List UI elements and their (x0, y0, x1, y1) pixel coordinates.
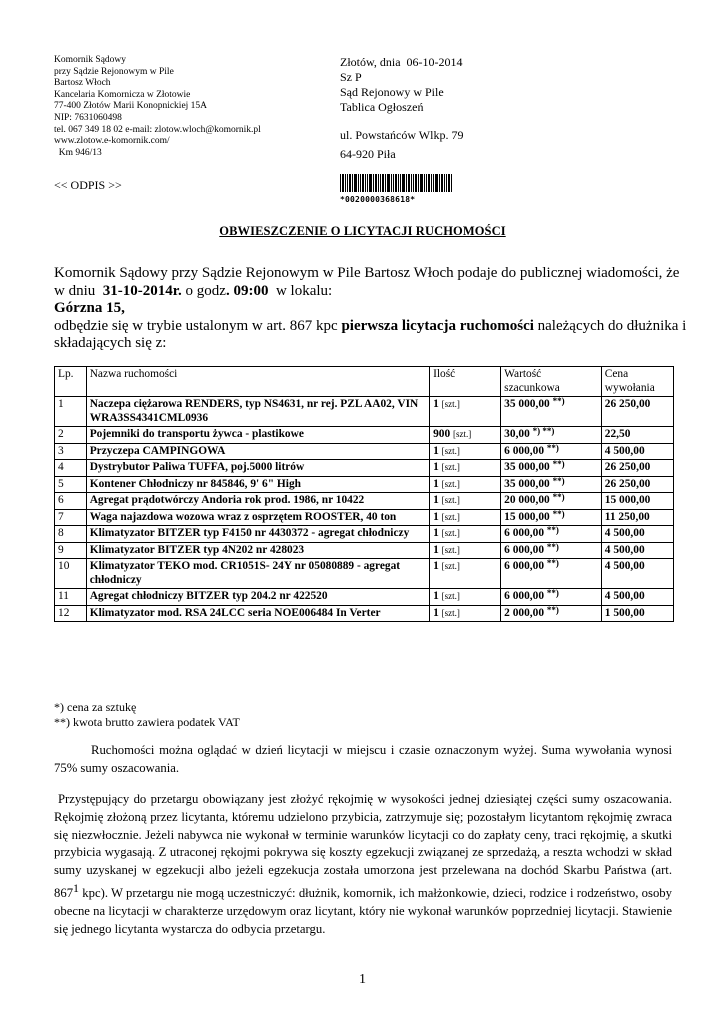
cell-value (501, 542, 602, 559)
intro-paragraph (54, 265, 687, 353)
value-footnote-mark: **) (546, 604, 559, 615)
cell-name: Klimatyzator mod. RSA 24LCC seria NOE006484 In Verter (86, 605, 429, 622)
intro-text: w dniu (54, 282, 103, 299)
cell-qty (430, 542, 501, 559)
cell-lp: 9 (55, 542, 87, 559)
viewing-paragraph: Ruchomości można oglądać w dzień licytacji w miejscu i czasie oznaczonym wyżej. Suma wywołania wynosi 75% sumy oszacowania. (54, 743, 672, 775)
cell-value (501, 589, 602, 606)
cell-name: Pojemniki do transportu żywca - plastikowe (86, 427, 429, 444)
cell-name: Waga najazdowa wozowa wraz z osprzętem ROOSTER, 40 ton (86, 509, 429, 526)
cell-price: 26 250,00 (601, 397, 673, 427)
recipient-city: 64-920 Piła (340, 147, 396, 161)
value-footnote-mark: **) (552, 475, 565, 486)
table-row (55, 542, 674, 559)
qty-unit: [szt.] (441, 528, 460, 538)
sender-line: Komornik Sądowy (54, 55, 127, 65)
cell-name: Kontener Chłodniczy nr 845846, 9' 6" High (86, 476, 429, 493)
qty-value: 1 (433, 527, 439, 539)
cell-name: Klimatyzator BITZER typ F4150 nr 4430372 - agregat chłodniczy (86, 526, 429, 543)
deposit-text: Przystępujący do przetargu obowiązany jest złożyć rękojmię w wysokości jednej dziesiątej części sumy oszacowania. Rękojmię złożoną przez licytanta, któremu udzielono przybicia, zatrzymuje się; pozostałym licytantom rękojmię zwraca się niezwłocznie. Jeżeli nabywca nie wykonał w terminie warunków licytacji co do zapłaty ceny, traci rękojmię, a skutki przybicia wygasają. Z utraconej rękojmi pokrywa się koszty egzekucji związanej ze sprzedażą, a reszta wchodzi w skład sumy uzyskanej w egzekucji albo jeżeli egzekucja została umorzona jest przelewana na dochód Skarbu Państwa (art. 867 (54, 792, 672, 901)
value-footnote-mark: **) (546, 442, 559, 453)
value-footnote-mark: **) (546, 525, 559, 535)
value-amount: 20 000,00 (504, 494, 550, 506)
qty-unit: [szt.] (441, 607, 460, 618)
qty-value: 1 (433, 590, 439, 602)
cell-qty (430, 559, 501, 589)
table-row (55, 526, 674, 543)
value-amount: 35 000,00 (504, 461, 550, 473)
cell-price: 11 250,00 (601, 509, 673, 526)
table-row (55, 460, 674, 477)
cell-qty (430, 460, 501, 477)
table-row (55, 476, 674, 493)
intro-line: składających się z: (54, 335, 167, 351)
cell-value (501, 460, 602, 477)
cell-name: Naczepa ciężarowa RENDERS, typ NS4631, nr rej. PZL AA02, VIN WRA3SS4341CML0936 (86, 397, 429, 427)
cell-lp: 5 (55, 476, 87, 493)
qty-value: 1 (433, 461, 439, 473)
qty-value: 1 (433, 494, 439, 506)
intro-text: odbędzie się w trybie ustalonym w art. 867 kpc (54, 317, 342, 334)
intro-line (54, 317, 687, 336)
sender-line: NIP: 7631060498 (54, 112, 122, 123)
cell-qty (430, 397, 501, 427)
recipient-line: Sz P (340, 70, 362, 84)
table-row (55, 493, 674, 510)
recipient-line: Sąd Rejonowy w Pile (340, 85, 444, 99)
cell-qty (430, 589, 501, 606)
header-price: Cena wywołania (601, 367, 673, 397)
items-table (54, 366, 674, 622)
sender-line: Bartosz Włoch (54, 78, 111, 89)
cell-price: 26 250,00 (601, 460, 673, 477)
intro-text: należących do dłużnika i (533, 317, 687, 334)
qty-unit: [szt.] (441, 445, 460, 456)
page-number: 1 (359, 972, 366, 987)
value-amount: 15 000,00 (504, 510, 550, 523)
auction-type: pierwsza licytacja ruchomości (341, 317, 534, 334)
qty-value: 1 (433, 606, 439, 619)
value-amount: 6 000,00 (504, 543, 545, 556)
header-name: Nazwa ruchomości (86, 367, 429, 397)
intro-text: o godz (181, 282, 226, 299)
cell-lp: 12 (55, 605, 87, 622)
cell-name: Agregat prądotwórczy Andoria rok prod. 1986, nr 10422 (86, 493, 429, 510)
cell-lp: 3 (55, 443, 87, 460)
table-row (55, 589, 674, 606)
cell-qty (430, 509, 501, 526)
cell-price: 4 500,00 (601, 443, 673, 460)
qty-unit: [szt.] (441, 462, 460, 472)
cell-qty (430, 493, 501, 510)
cell-lp: 10 (55, 559, 87, 589)
header-qty: Ilość (430, 367, 501, 397)
qty-value: 1 (433, 444, 439, 457)
qty-unit: [szt.] (441, 511, 460, 522)
document-title: OBWIESZCZENIE O LICYTACJI RUCHOMOŚCI (219, 224, 506, 238)
value-footnote-mark: **) (546, 541, 559, 552)
cell-lp: 7 (55, 509, 87, 526)
cell-value (501, 526, 602, 543)
value-amount: 6 000,00 (504, 560, 545, 572)
table-row (55, 559, 674, 589)
table-row (55, 605, 674, 622)
cell-name: Dystrybutor Paliwa TUFFA, poj.5000 litrów (86, 460, 429, 477)
value-amount: 35 000,00 (504, 477, 550, 490)
cell-value (501, 493, 602, 510)
table-row (55, 509, 674, 526)
cell-price: 4 500,00 (601, 559, 673, 589)
barcode-bars (340, 174, 452, 192)
auction-date: 31-10-2014r. (102, 282, 182, 299)
table-row (55, 427, 674, 444)
cell-price: 26 250,00 (601, 476, 673, 493)
cell-lp: 4 (55, 460, 87, 477)
cell-qty (430, 526, 501, 543)
auction-time: . 09:00 (225, 282, 269, 299)
recipient-street: ul. Powstańców Wlkp. 79 (340, 128, 464, 142)
cell-lp: 2 (55, 427, 87, 444)
cell-value (501, 476, 602, 493)
value-amount: 6 000,00 (504, 527, 545, 539)
deposit-paragraph (54, 791, 672, 939)
sender-line: przy Sądzie Rejonowym w Pile (54, 66, 174, 77)
cell-value (501, 443, 602, 460)
sender-website: www.zlotow.e-komornik.com/ (54, 136, 170, 147)
deposit-text: kpc). W przetargu nie mogą uczestniczyć: dłużnik, komornik, ich małżonkowie, dzieci, rodzice i rodzeństwo, osoby obecne na licytacji w charakterze urzędowym oraz licytant, który nie wykonał warunków poprzedniej licytacji. Stawienie się jednego licytanta wystarcza do odbycia przetargu. (54, 886, 672, 936)
barcode (340, 174, 452, 204)
qty-unit: [szt.] (441, 478, 460, 489)
qty-value: 1 (433, 510, 439, 523)
cell-value (501, 605, 602, 622)
intro-text: w lokalu: (268, 282, 333, 299)
qty-unit: [szt.] (441, 399, 460, 409)
intro-line: Komornik Sądowy przy Sądzie Rejonowym w Pile Bartosz Włoch podaje do publicznej wiadomości, że (54, 265, 680, 281)
copy-mark: << ODPIS >> (54, 178, 122, 192)
sender-email-line: tel. 067 349 18 02 e-mail: zlotow.wloch@komornik.pl (54, 124, 261, 135)
cell-lp: 1 (55, 397, 87, 427)
case-number: Km 946/13 (54, 147, 102, 158)
cell-lp: 6 (55, 493, 87, 510)
cell-name: Agregat chłodniczy BITZER typ 204.2 nr 422520 (86, 589, 429, 606)
cell-value (501, 427, 602, 444)
sender-line: 77-400 Złotów Marii Konopnickiej 15A (54, 101, 208, 112)
cell-price: 4 500,00 (601, 589, 673, 606)
cell-qty (430, 605, 501, 622)
qty-value: 1 (433, 560, 439, 572)
qty-unit: [szt.] (441, 561, 460, 571)
article-superscript: 1 (73, 880, 80, 895)
cell-name: Klimatyzator BITZER typ 4N202 nr 428023 (86, 542, 429, 559)
qty-value: 900 (433, 428, 451, 440)
value-amount: 6 000,00 (504, 590, 545, 602)
table-header-row (55, 367, 674, 397)
sender-line: Kancelaria Komornicza w Złotowie (54, 89, 191, 100)
qty-unit: [szt.] (441, 495, 460, 505)
barcode-number: *0020000368618* (340, 195, 416, 204)
cell-qty (430, 476, 501, 493)
auction-place: Górzna 15, (54, 300, 125, 316)
footnote: *) cena za sztukę (54, 700, 137, 714)
place-date: Złotów, dnia 06-10-2014 (340, 55, 463, 69)
cell-price: 15 000,00 (601, 493, 673, 510)
value-footnote-mark: **) (552, 508, 565, 519)
table-row (55, 397, 674, 427)
qty-value: 1 (433, 543, 439, 556)
cell-lp: 8 (55, 526, 87, 543)
footnotes (54, 700, 240, 730)
value-footnote-mark: **) (552, 459, 565, 469)
qty-value: 1 (433, 398, 439, 410)
value-amount: 35 000,00 (504, 398, 550, 410)
footnote: **) kwota brutto zawiera podatek VAT (54, 715, 240, 729)
recipient-line: Tablica Ogłoszeń (340, 100, 424, 114)
cell-price: 4 500,00 (601, 526, 673, 543)
value-footnote-mark: **) (552, 396, 565, 406)
cell-value (501, 397, 602, 427)
table-row (55, 443, 674, 460)
cell-lp: 11 (55, 589, 87, 606)
cell-value (501, 559, 602, 589)
cell-name: Klimatyzator TEKO mod. CR1051S- 24Y nr 05080889 - agregat chłodniczy (86, 559, 429, 589)
cell-value (501, 509, 602, 526)
cell-qty (430, 443, 501, 460)
qty-unit: [szt.] (441, 544, 460, 555)
value-amount: 6 000,00 (504, 444, 545, 457)
value-footnote-mark: **) (552, 492, 565, 502)
qty-value: 1 (433, 477, 439, 490)
qty-unit: [szt.] (453, 429, 472, 439)
qty-unit: [szt.] (441, 591, 460, 601)
value-footnote-mark: **) (546, 558, 559, 568)
value-footnote-mark: *) **) (532, 426, 555, 436)
recipient-block (340, 55, 463, 162)
header-lp: Lp. (55, 367, 87, 397)
value-footnote-mark: **) (546, 588, 559, 598)
value-amount: 2 000,00 (504, 606, 545, 619)
intro-date-line (54, 283, 674, 301)
header-value: Wartość szacunkowa (501, 367, 602, 397)
cell-price: 4 500,00 (601, 542, 673, 559)
cell-price: 1 500,00 (601, 605, 673, 622)
value-amount: 30,00 (504, 428, 530, 440)
cell-price: 22,50 (601, 427, 673, 444)
cell-name: Przyczepa CAMPINGOWA (86, 443, 429, 460)
sender-block (54, 55, 261, 159)
cell-qty (430, 427, 501, 444)
